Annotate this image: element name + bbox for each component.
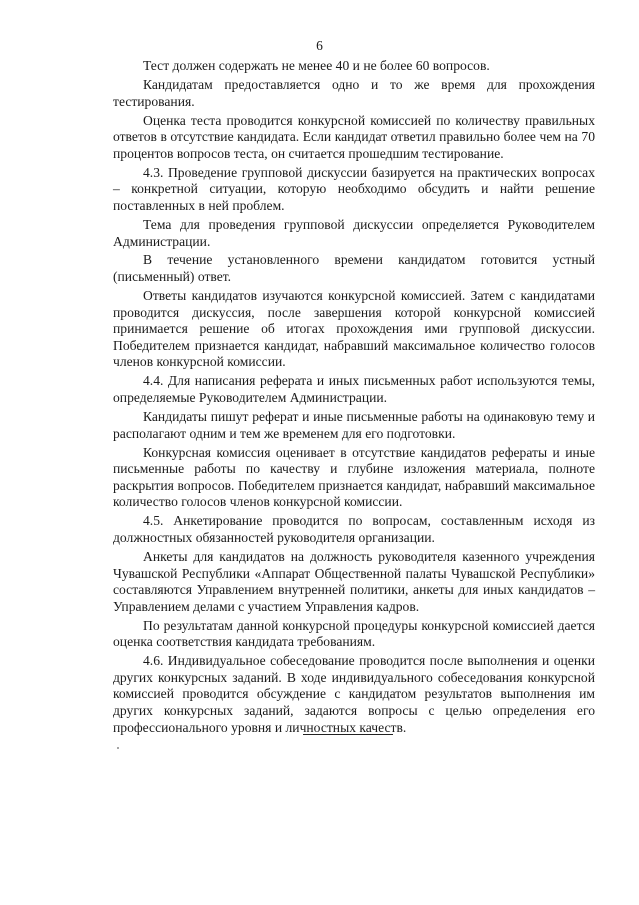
page-number: 6 xyxy=(316,38,323,53)
paragraph: Конкурсная комиссия оценивает в отсутствие кандидатов рефераты и иные письменные работы по качеству и глубине изложения материала, полноте раскрытия вопросов. Победителем признается кандидат, набравший максимальное количество голосов членов конкурсной комиссии. xyxy=(113,444,595,510)
paragraph: 4.5. Анкетирование проводится по вопросам, составленным исходя из должностных обязанностей руководителя организации. xyxy=(113,513,595,545)
paragraph: Кандидаты пишут реферат и иные письменные работы на одинаковую тему и располагают одним и тем же временем для его подготовки. xyxy=(113,409,595,441)
paragraph: В течение установленного времени кандидатом готовится устный (письменный) ответ. xyxy=(113,252,595,285)
paragraph: 4.6. Индивидуальное собеседование проводится после выполнения и оценки других конкурсных заданий. В ходе индивидуального собеседования конкурсной комиссией проводится обсуждение с кандидатом результатов выполнения им других конкурсных заданий, задаются вопросы с целью определения его профессионального уровня и личностных качеств. xyxy=(113,653,595,735)
paragraph: 4.4. Для написания реферата и иных письменных работ используются темы, определяемые Руководителем Администрации. xyxy=(113,373,595,406)
scan-speck xyxy=(117,747,119,749)
paragraph: Тема для проведения групповой дискуссии определяется Руководителем Администрации. xyxy=(113,216,595,249)
paragraph: Оценка теста проводится конкурсной комиссией по количеству правильных ответов в отсутствие кандидата. Если кандидат ответил правильно более чем на 70 процентов вопросов теста, он считается прошедшим тестирование. xyxy=(113,112,595,161)
paragraph: По результатам данной конкурсной процедуры конкурсной комиссией дается оценка соответствия кандидата требованиям. xyxy=(113,617,595,650)
body-text xyxy=(113,58,595,739)
paragraph: Ответы кандидатов изучаются конкурсной комиссией. Затем с кандидатами проводится дискуссия, после завершения которой конкурсной комиссией принимается решение об итогах прохождения ими групповой дискуссии. Победителем признается кандидат, набравший максимальное количество голосов членов конкурсной комиссии. xyxy=(113,288,595,370)
paragraph: Тест должен содержать не менее 40 и не более 60 вопросов. xyxy=(143,58,490,73)
paragraph: Анкеты для кандидатов на должность руководителя казенного учреждения Чувашской Республики «Аппарат Общественной палаты Чувашской Республики» составляются Управлением внутренней политики, анкеты для иных кандидатов – Управлением делами с участием Управления кадров. xyxy=(113,548,595,614)
paragraph: 4.3. Проведение групповой дискуссии базируется на практических вопросах – конкретной ситуации, которую необходимо обсудить и найти решение поставленных в ней проблем. xyxy=(113,164,595,213)
end-separator-line xyxy=(303,734,393,735)
paragraph: Кандидатам предоставляется одно и то же время для прохождения тестирования. xyxy=(113,76,595,109)
